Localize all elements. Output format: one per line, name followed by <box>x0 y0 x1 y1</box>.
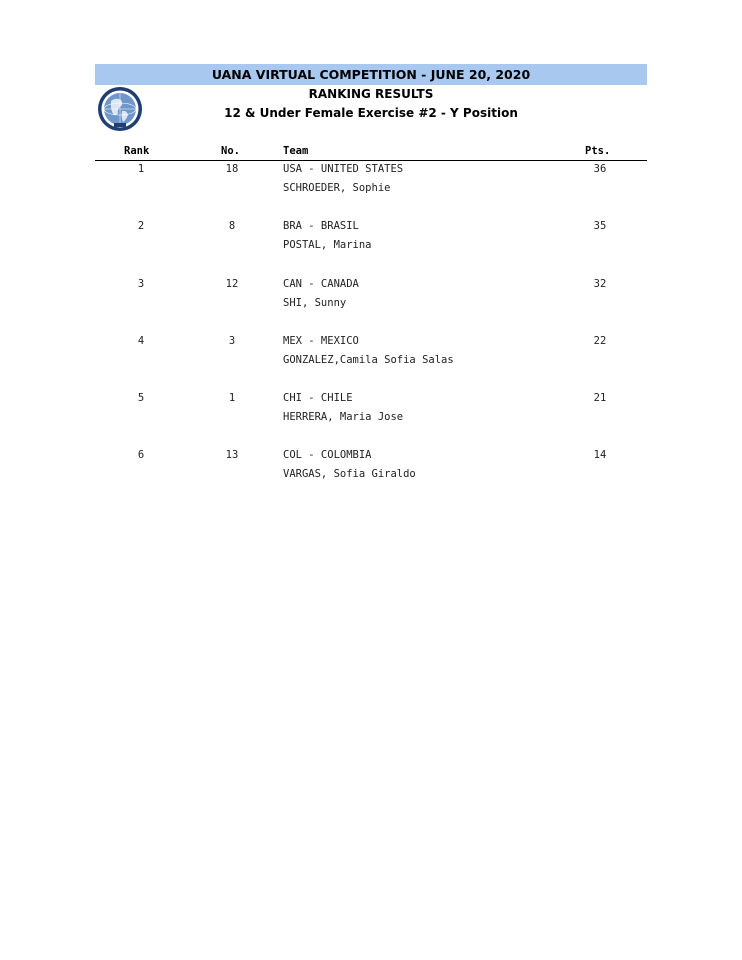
athlete-name: POSTAL, Marina <box>283 239 372 252</box>
points-cell: 22 <box>593 334 607 347</box>
points-cell: 32 <box>593 277 607 290</box>
page-title: RANKING RESULTS <box>308 87 434 101</box>
rank-cell: 3 <box>137 277 145 290</box>
rank-cell: 5 <box>137 392 145 405</box>
team-cell: USA - UNITED STATES <box>283 163 404 175</box>
number-cell: 3 <box>228 334 236 347</box>
athlete-name: SCHROEDER, Sophie <box>283 182 391 194</box>
header-divider <box>95 160 647 161</box>
team-cell: MEX - MEXICO <box>283 334 359 347</box>
table-row <box>0 449 742 506</box>
table-row <box>0 278 742 335</box>
table-row <box>0 220 742 277</box>
number-cell: 18 <box>225 163 239 175</box>
results-table <box>0 163 742 507</box>
column-header-team: Team <box>283 145 309 157</box>
column-header-no: No. <box>221 145 240 157</box>
points-cell: 21 <box>593 392 607 405</box>
team-cell: BRA - BRASIL <box>283 220 359 233</box>
rank-cell: 2 <box>137 220 145 233</box>
team-cell: CHI - CHILE <box>283 392 353 405</box>
number-cell: 8 <box>228 220 236 233</box>
athlete-name: GONZALEZ,Camila Sofia Salas <box>283 353 454 366</box>
number-cell: 12 <box>225 277 239 290</box>
column-header-rank: Rank <box>124 145 150 157</box>
table-row <box>0 163 742 220</box>
athlete-name: HERRERA, Maria Jose <box>283 411 404 424</box>
team-cell: COL - COLOMBIA <box>283 449 372 462</box>
points-cell: 36 <box>593 163 607 175</box>
number-cell: 13 <box>225 449 239 462</box>
rank-cell: 6 <box>137 449 145 462</box>
athlete-name: SHI, Sunny <box>283 296 347 309</box>
points-cell: 35 <box>593 220 607 233</box>
number-cell: 1 <box>228 392 236 405</box>
column-header-pts: Pts. <box>585 145 611 157</box>
competition-banner: UANA VIRTUAL COMPETITION - JUNE 20, 2020 <box>95 64 647 85</box>
rank-cell: 1 <box>137 163 145 175</box>
rank-cell: 4 <box>137 334 145 347</box>
table-row <box>0 335 742 392</box>
athlete-name: VARGAS, Sofia Giraldo <box>283 468 416 481</box>
points-cell: 14 <box>593 449 607 462</box>
event-title: 12 & Under Female Exercise #2 - Y Position <box>224 106 518 120</box>
table-row <box>0 392 742 449</box>
team-cell: CAN - CANADA <box>283 277 359 290</box>
